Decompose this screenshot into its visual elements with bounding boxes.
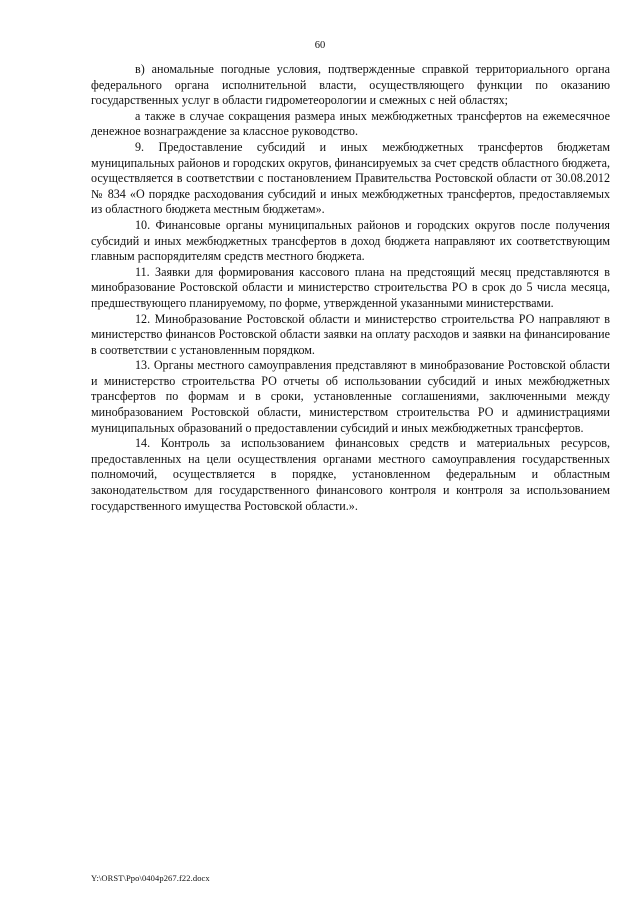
paragraph-11-cash-plan-requests: 11. Заявки для формирования кассового плана на предстоящий месяц представляются в минобразование Ростовской области и министерство строительства РО в срок до 5 числа месяца, предшествующего планируемому, по форме, утвержденной указанными министерствами. (91, 264, 610, 310)
paragraph-9-subsidies-provision: 9. Предоставление субсидий и иных межбюджетных трансфертов бюджетам муниципальных районов и городских округов, финансируемых за счет средств областного бюджета, осуществляется в соответствии с постановлением Правительства Ростовской области от 30.08.2012 № 834 «О порядке расходования субсидий и иных межбюджетных трансфертов, предоставляемых из областного бюджета местным бюджетам». (91, 139, 610, 217)
footer-file-path: Y:\ORST\Ppo\0404p267.f22.docx (91, 873, 210, 883)
paragraph-12-payment-requests: 12. Минобразование Ростовской области и министерство строительства РО направляют в министерство финансов Ростовской области заявки на оплату расходов и заявки на финансирование в соответствии с установленным порядком. (91, 311, 610, 357)
paragraph-10-financial-bodies: 10. Финансовые органы муниципальных районов и городских округов после получения субсидий и иных межбюджетных трансфертов в доход бюджета направляют их соответствующим главным распорядителям средств местного бюджета. (91, 217, 610, 264)
paragraph-14-control: 14. Контроль за использованием финансовых средств и материальных ресурсов, предоставленных на цели осуществления органами местного самоуправления государственных полномочий, осуществляется в порядке, установленном федеральным и областным законодательством для государственного финансового контроля и контроля за использованием государственного имущества Ростовской области.». (91, 436, 610, 513)
page-number: 60 (314, 40, 326, 51)
paragraph-weather-conditions: в) аномальные погодные условия, подтвержденные справкой территориального органа федерального органа исполнительной власти, осуществляющего функции по оказанию государственных услуг в области гидрометеорологии и смежных с ней областях; (91, 62, 610, 108)
document-body (91, 62, 610, 514)
paragraph-13-reports: 13. Органы местного самоуправления представляют в минобразование Ростовской области и министерство строительства РО отчеты об использовании субсидий и иных межбюджетных трансфертов по формам и в сроки, установленные соглашениями, заключенными между минобразованием Ростовской области, министерством строительства РО и администрациями муниципальных образований о предоставлении субсидий и иных межбюджетных трансфертов. (91, 358, 610, 435)
paragraph-class-guidance-transfers: а также в случае сокращения размера иных межбюджетных трансфертов на ежемесячное денежное вознаграждение за классное руководство. (91, 108, 610, 139)
